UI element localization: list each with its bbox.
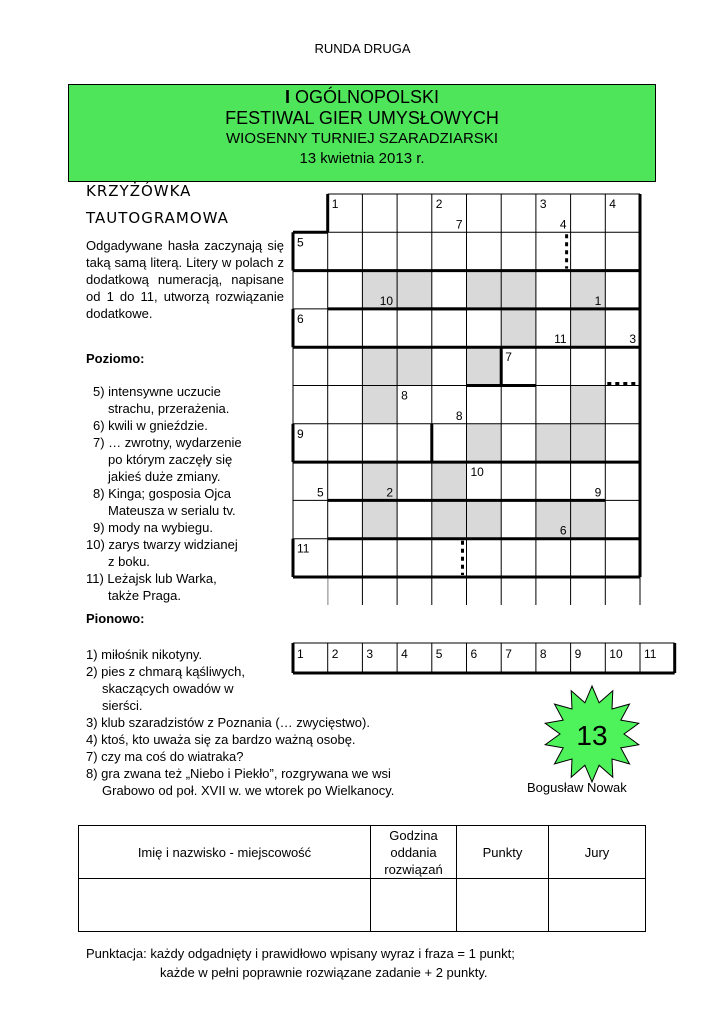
answer-form bbox=[78, 825, 646, 932]
grid-clue-number: 7 bbox=[505, 350, 512, 365]
round-label: RUNDA DRUGA bbox=[314, 41, 411, 56]
scoring-line-2: każde w pełni poprawnie rozwiązane zadanie + 2 punkty. bbox=[160, 965, 488, 980]
across-heading: Poziomo: bbox=[86, 351, 145, 366]
clue-continuation: jakieś duże zmiany. bbox=[108, 469, 221, 484]
solution-strip-number: 11 bbox=[644, 647, 657, 661]
grid-shaded-cell bbox=[536, 424, 571, 462]
clue-line: 1) miłośnik nikotyny. bbox=[86, 647, 203, 662]
puzzle-title-line-1: KRZYŻÓWKA bbox=[86, 182, 192, 200]
grid-shaded-cell bbox=[467, 500, 502, 538]
clue-continuation: po którym zaczęły się bbox=[108, 452, 233, 467]
banner-roman-numeral: I bbox=[284, 87, 290, 107]
form-input-time[interactable] bbox=[371, 879, 457, 932]
grid-clue-number: 1 bbox=[331, 197, 339, 211]
form-input-name[interactable] bbox=[79, 879, 371, 932]
grid-shaded-cell bbox=[571, 500, 606, 538]
grid-solution-index: 7 bbox=[455, 217, 463, 232]
form-header-points: Punkty bbox=[457, 826, 549, 879]
puzzle-intro: Odgadywane hasła zaczynają się taką samą literą. Litery w polach z dodatkową numeracją, napisane od 1 do 11, utworzą rozwiązanie dodatkowe. bbox=[86, 238, 284, 321]
grid-shaded-cell bbox=[397, 271, 432, 309]
grid-shaded-cell bbox=[467, 271, 502, 309]
grid-clue-number: 4 bbox=[609, 197, 616, 211]
grid-solution-index: 3 bbox=[629, 332, 636, 347]
grid-solution-index: 2 bbox=[386, 485, 394, 500]
author-name: Bogusław Nowak bbox=[527, 780, 627, 795]
grid-blank bbox=[292, 193, 328, 232]
solution-strip-number: 6 bbox=[470, 647, 478, 661]
solution-strip-number: 4 bbox=[401, 647, 408, 661]
grid-solution-index: 4 bbox=[559, 217, 567, 232]
form-header-time-l1: Godzina bbox=[389, 827, 438, 843]
solution-strip-number: 2 bbox=[331, 647, 339, 661]
grid-clue-number: 11 bbox=[297, 541, 310, 556]
clue-line: 8) Kinga; gosposia Ojca bbox=[93, 486, 232, 501]
banner-line-3: WIOSENNY TURNIEJ SZARADZIARSKI bbox=[226, 130, 498, 147]
grid-shaded-cell bbox=[397, 347, 432, 385]
clue-line: 6) kwili w gnieździe. bbox=[93, 418, 208, 433]
grid-solution-index: 1 bbox=[594, 293, 602, 308]
solution-strip-number: 10 bbox=[609, 647, 623, 661]
grid-solution-index: 5 bbox=[317, 485, 324, 500]
grid-clue-number: 5 bbox=[297, 235, 304, 250]
grid-clue-number: 8 bbox=[401, 388, 408, 403]
form-input-points[interactable] bbox=[457, 879, 549, 932]
clue-continuation: skaczących owadów w bbox=[102, 681, 234, 696]
banner-date: 13 kwietnia 2013 r. bbox=[299, 150, 425, 167]
grid-shaded-cell bbox=[467, 347, 502, 385]
solution-strip-number: 1 bbox=[297, 647, 304, 661]
grid-clue-number: 9 bbox=[297, 426, 304, 441]
grid-shaded-cell bbox=[501, 309, 536, 347]
clue-continuation: Mateusza w serialu tv. bbox=[108, 503, 236, 518]
grid-solution-index: 9 bbox=[594, 485, 602, 500]
clue-continuation: Grabowo od poł. XVII w. we wtorek po Wielkanocy. bbox=[102, 783, 395, 798]
grid-shaded-cell bbox=[432, 500, 467, 538]
grid-clue-number: 10 bbox=[470, 465, 484, 480]
clue-line: 2) pies z chmarą kąśliwych, bbox=[86, 664, 245, 679]
solution-strip-number: 5 bbox=[435, 647, 443, 661]
grid-shaded-cell bbox=[467, 424, 502, 462]
banner-line-1-text: OGÓLNOPOLSKI bbox=[289, 87, 440, 107]
solution-strip-number: 8 bbox=[539, 647, 547, 661]
clue-line: 10) zarys twarzy widzianej bbox=[86, 537, 238, 552]
clue-continuation: sierści. bbox=[102, 698, 143, 713]
grid-solution-index: 11 bbox=[554, 332, 567, 347]
puzzle-title-line-2: TAUTOGRAMOWA bbox=[86, 209, 229, 227]
grid-shaded-cell bbox=[501, 271, 536, 309]
grid-clue-number: 3 bbox=[539, 197, 547, 211]
clue-line: 9) mody na wybiegu. bbox=[93, 520, 213, 535]
banner-line-2: FESTIWAL GIER UMYSŁOWYCH bbox=[225, 108, 499, 128]
solution-strip-number: 3 bbox=[366, 647, 374, 661]
clue-continuation: strachu, przerażenia. bbox=[108, 401, 230, 416]
clue-continuation: z boku. bbox=[108, 554, 150, 569]
grid-shaded-cell bbox=[362, 347, 397, 385]
down-heading: Pionowo: bbox=[86, 611, 145, 626]
grid-clue-number: 2 bbox=[435, 197, 443, 211]
grid-blank bbox=[292, 578, 328, 608]
clue-continuation: także Praga. bbox=[108, 588, 181, 603]
puzzle-number-badge-text: 13 bbox=[576, 720, 608, 751]
grid-shaded-cell bbox=[432, 462, 467, 500]
form-header-time-l2: oddania bbox=[390, 844, 437, 860]
form-input-jury[interactable] bbox=[549, 879, 646, 932]
grid-shaded-cell bbox=[571, 309, 606, 347]
clue-line: 8) gra zwana też „Niebo i Piekło”, rozgrywana we wsi bbox=[86, 766, 391, 781]
grid-shaded-cell bbox=[571, 386, 606, 424]
grid-shaded-cell bbox=[571, 424, 606, 462]
form-header-time-l3: rozwiązań bbox=[384, 861, 443, 877]
grid-solution-index: 6 bbox=[559, 523, 567, 538]
grid-solution-index: 8 bbox=[455, 408, 463, 423]
clue-line: 4) ktoś, kto uważa się za bardzo ważną osobę. bbox=[86, 732, 356, 747]
solution-strip-number: 9 bbox=[574, 647, 582, 661]
scoring-rules bbox=[86, 944, 515, 982]
solution-strip-number: 7 bbox=[505, 647, 512, 661]
clue-line: 7) czy ma coś do wiatraka? bbox=[86, 749, 244, 764]
clue-line: 7) … zwrotny, wydarzenie bbox=[93, 435, 242, 450]
form-header-time bbox=[371, 826, 457, 879]
clue-line: 11) Leżajsk lub Warka, bbox=[86, 571, 217, 586]
clue-line: 3) klub szaradzistów z Poznania (… zwycięstwo). bbox=[86, 715, 370, 730]
grid-clue-number: 6 bbox=[297, 311, 304, 326]
grid-shaded-cell bbox=[362, 386, 397, 424]
scoring-line-1: Punktacja: każdy odgadnięty i prawidłowo wpisany wyraz i fraza = 1 punkt; bbox=[86, 946, 515, 961]
form-header-name: Imię i nazwisko - miejscowość bbox=[79, 826, 371, 879]
clue-line: 5) intensywne uczucie bbox=[93, 384, 221, 399]
form-header-jury: Jury bbox=[549, 826, 646, 879]
grid-shaded-cell bbox=[362, 500, 397, 538]
grid-solution-index: 10 bbox=[379, 293, 394, 308]
